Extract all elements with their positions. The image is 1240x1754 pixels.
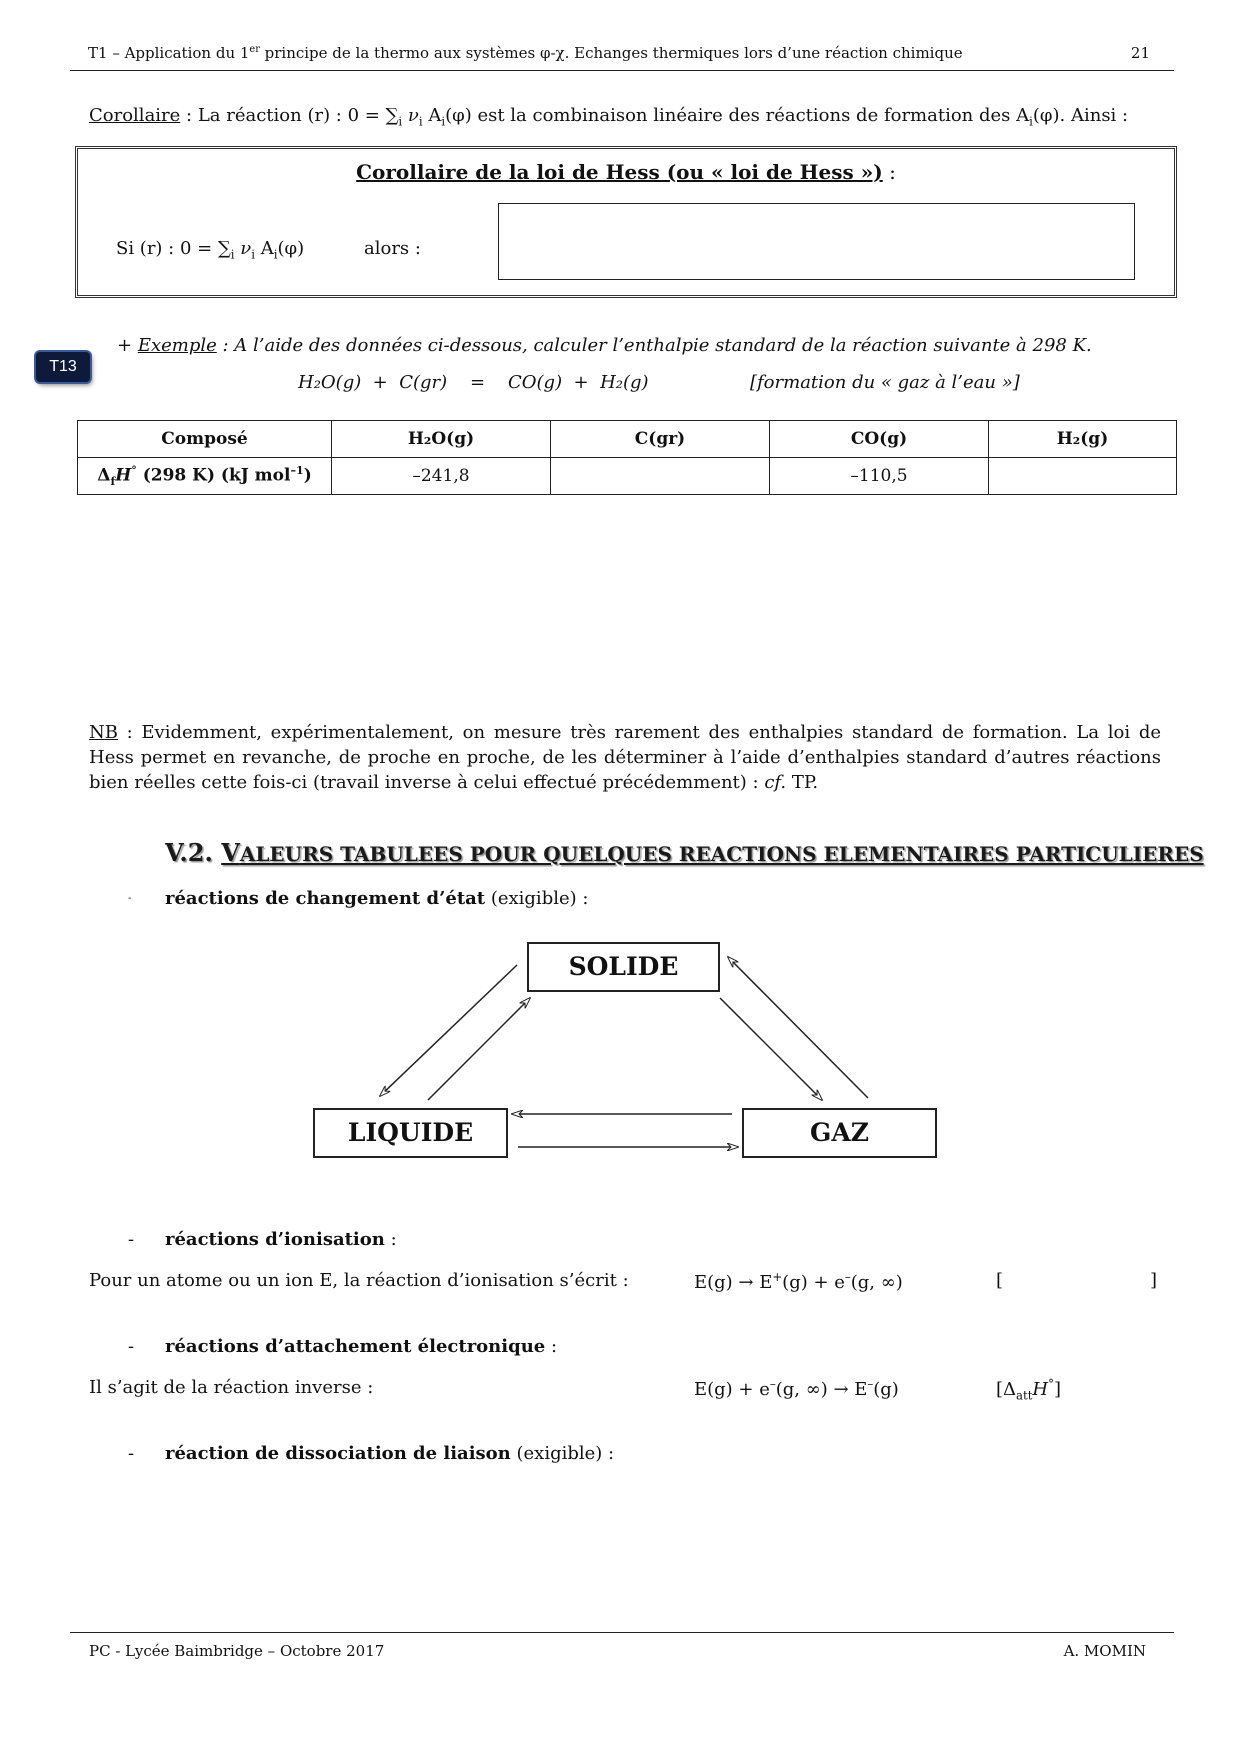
item-attachement: réactions d’attachement électronique : [165,1336,558,1357]
arrow-solide-to-gaz [720,998,822,1100]
phase-solide: SOLIDE [527,942,720,992]
ionisation-text: Pour un atome ou un ion E, la réaction d’ionisation s’écrit : [89,1270,629,1291]
phase-liquide: LIQUIDE [313,1108,508,1158]
table-header-cell: C(gr) [551,421,770,458]
table-row-label: $\Delta_fH^\circ$ (298 K) (kJ mol$^{-1}$) [78,458,332,495]
attachement-text: Il s’agit de la réaction inverse : [89,1377,374,1398]
footer-right: A. MOMIN [1063,1642,1146,1660]
corollaire-line: Corollaire : La réaction (r) : $0 = \sum_i$ $\nu_i$ $A_i(\varphi)$ est la combinaison linéaire des réactions de formation des $A_i(\varphi)$. Ainsi : [89,105,1129,129]
ionisation-bracket-close: ] [1150,1270,1158,1291]
answer-frame[interactable] [498,203,1135,280]
bullet: - [128,1336,135,1357]
bullet: - [128,893,132,904]
hess-box-title: Corollaire de la loi de Hess (ou « loi de Hess ») : [356,160,896,184]
arrow-liquide-to-solide [428,998,530,1100]
page-number: 21 [1130,44,1150,62]
table-cell [551,458,770,495]
table-header-row [78,421,1177,458]
example-statement: + Exemple : A l’aide des données ci-dessous, calculer l’enthalpie standard de la réaction suivante à 298 K. [117,335,1092,356]
slide-badge: T13 [36,352,90,382]
footer-left: PC - Lycée Baimbridge – Octobre 2017 [89,1642,385,1660]
example-equation: H₂O(g) + C(gr) = CO(g) + H₂(g) [298,372,649,393]
table-row [78,458,1177,495]
table-cell [989,458,1177,495]
nb-paragraph: NB : Evidemment, expérimentalement, on mesure très rarement des enthalpies standard de formation. La loi de Hess permet en revanche, de proche en proche, de les déterminer à l’aide d’enthalpies standard d’autres réactions bien réelles cette fois-ci (travail inverse à celui effectué précédemment) : cf. TP. [89,722,1161,793]
item-changement-etat: réactions de changement d’état (exigible) : [165,888,589,909]
example-note: [formation du « gaz à l’eau »] [750,372,1020,393]
ionisation-bracket-open: [ [996,1270,1004,1291]
table-header-cell: H₂(g) [989,421,1177,458]
item-ionisation: réactions d’ionisation : [165,1229,397,1250]
formation-enthalpy-table [77,420,1177,495]
bullet: - [128,1229,135,1250]
hess-box-condition: Si (r) : $0 = \sum_i$ $\nu_i$ $A_i(\varphi)$ [116,238,305,262]
table-header-cell: Composé [78,421,332,458]
table-header-cell: H₂O(g) [332,421,551,458]
table-cell: –241,8 [332,458,551,495]
item-dissociation: réaction de dissociation de liaison (exigible) : [165,1443,615,1464]
table-cell: –110,5 [770,458,989,495]
bullet: - [128,1443,135,1464]
attachement-enthalpy: $[\Delta_{att}H^\circ]$ [996,1377,1061,1403]
section-heading: V.2. VALEURS TABULEES POUR QUELQUES REACTIONS ELEMENTAIRES PARTICULIERES [165,838,1204,867]
header-rule [70,70,1174,71]
header-title: T1 – Application du 1er principe de la thermo aux systèmes φ-χ. Echanges thermiques lors d’une réaction chimique [88,44,963,62]
phase-gaz: GAZ [742,1108,937,1158]
table-header-cell: CO(g) [770,421,989,458]
attachement-equation: E(g) + e–(g, ∞) → E–(g) [694,1377,899,1400]
ionisation-equation: E(g) → E+(g) + e–(g, ∞) [694,1270,903,1293]
hess-box-alors: alors : [364,238,421,259]
footer-rule [70,1632,1174,1633]
